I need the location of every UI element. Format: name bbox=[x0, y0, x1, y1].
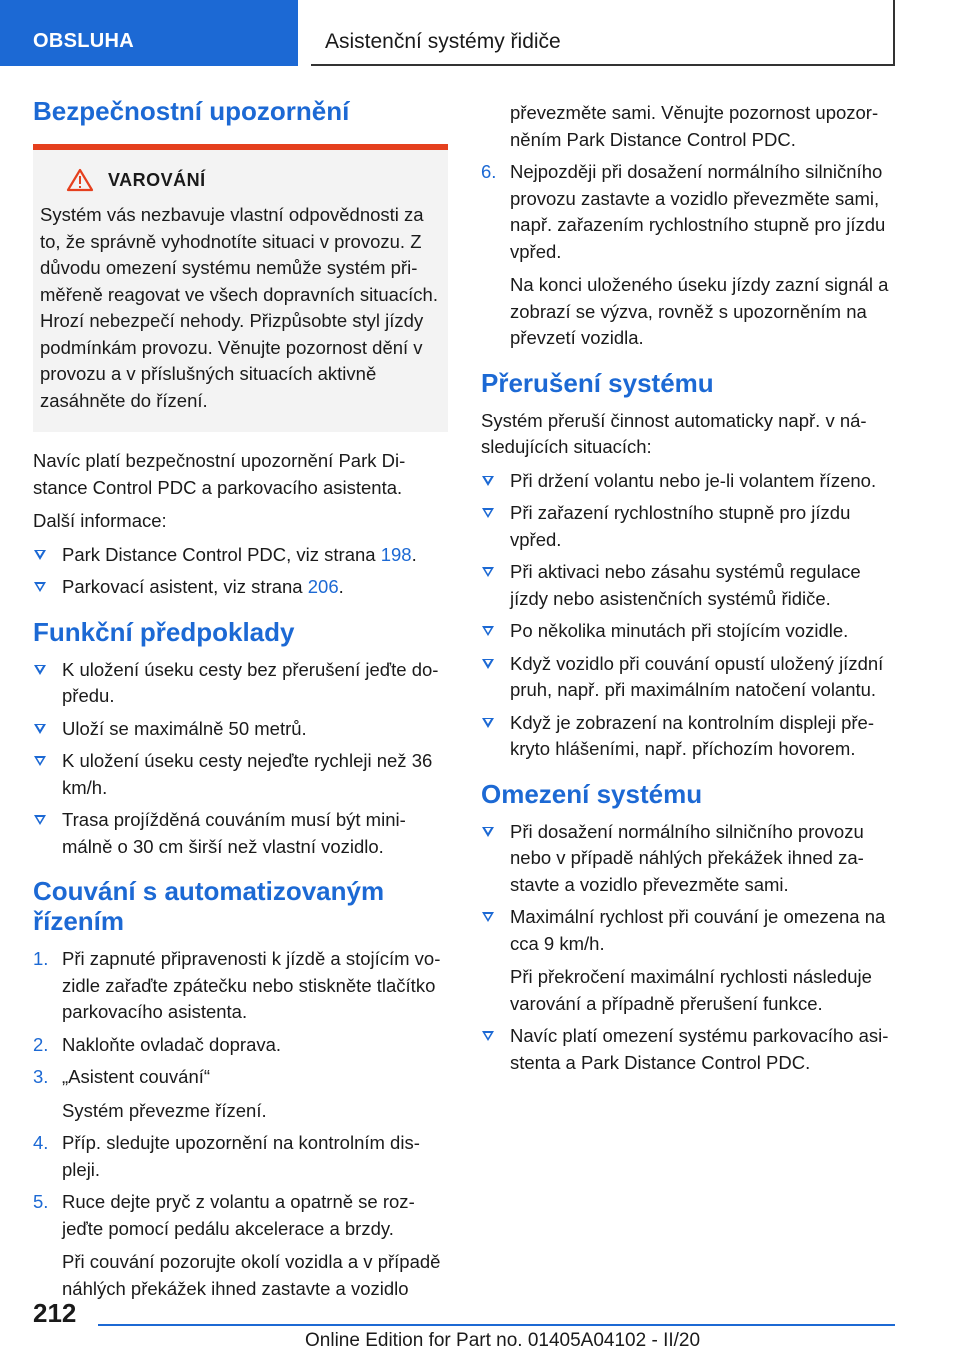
triangle-bullet-icon bbox=[482, 626, 494, 636]
triangle-bullet-icon bbox=[482, 912, 494, 922]
step-item: 4. Příp. sledujte upozornění na kontrolním displeji. bbox=[33, 1132, 420, 1180]
heading-requirements: Funkční předpoklady bbox=[33, 616, 295, 647]
requirements-list bbox=[33, 657, 448, 861]
step-item: 3. „Asistent couvání“ Systém převezme řízení. bbox=[33, 1064, 448, 1124]
triangle-bullet-icon bbox=[482, 827, 494, 837]
step-item: 2. Nakloňte ovladač doprava. bbox=[33, 1032, 448, 1059]
triangle-bullet-icon bbox=[34, 724, 46, 734]
page-header bbox=[0, 0, 960, 66]
step-note: Při couvání pozorujte okolí vozidla a v případě náhlých překážek ihned zastavte a vozidlo bbox=[62, 1251, 441, 1299]
step-item: 5. Ruce dejte pryč z volantu a opatrně se rozjeďte pomocí pedálu akcelerace a brzdy. Při couvání pozorujte okolí vozidla a v případě náhlých překážek ihned zastavte a vozidlo bbox=[33, 1189, 448, 1302]
heading-automated-reversing: Couvání s automatizovaným řízením bbox=[33, 876, 385, 936]
list-item: Při aktivaci nebo zásahu systémů regulace jízdy nebo asistenčních systémů řidiče. bbox=[481, 559, 893, 612]
warning-label: VAROVÁNÍ bbox=[108, 169, 206, 190]
triangle-bullet-icon bbox=[34, 550, 46, 560]
triangle-bullet-icon bbox=[482, 508, 494, 518]
list-item: Park Distance Control PDC, viz strana 198. bbox=[33, 542, 448, 569]
list-item: K uložení úseku cesty nejeďte rychleji než 36 km/h. bbox=[33, 748, 448, 801]
triangle-bullet-icon bbox=[482, 659, 494, 669]
footer-divider bbox=[98, 1324, 895, 1326]
step-item: 1. Při zapnuté připravenosti k jízdě a stojícím vozidle zařaďte zpátečku nebo stiskněte tlačítko parkovacího asistenta. bbox=[33, 948, 441, 1022]
list-item: K uložení úseku cesty bez přerušení jeďte dopředu. bbox=[33, 657, 448, 710]
warning-text: Systém vás nezbavuje vlastní odpovědnosti za to, že správně vyhodnotíte situaci v provozu. Z důvodu omezení systému nemůže systém přiměřeně reagovat ve všech dopravních situacích. Hrozí nebezpečí nehody. Přizpůsobte styl jízdy podmínkám provozu. Věnujte pozornost dění v provozu a v příslušných situacích aktivně zasáhněte do řízení. bbox=[40, 204, 438, 411]
step-number: 2. bbox=[33, 1033, 49, 1055]
triangle-bullet-icon bbox=[482, 718, 494, 728]
heading-limits: Omezení systému bbox=[481, 778, 703, 809]
limits-list bbox=[481, 819, 893, 1077]
step-number: 6. bbox=[481, 161, 497, 182]
section-tab: OBSLUHA bbox=[0, 0, 298, 66]
info-list bbox=[33, 542, 448, 601]
warning-header bbox=[66, 168, 440, 192]
page-link-206[interactable]: 206 bbox=[307, 576, 339, 597]
paragraph-more-info: Další informace: bbox=[33, 510, 167, 531]
right-column bbox=[481, 100, 893, 1084]
footer-edition: Online Edition for Part no. 01405A04102 - II/20 bbox=[305, 1330, 701, 1351]
triangle-bullet-icon bbox=[34, 756, 46, 766]
left-column bbox=[33, 96, 448, 1308]
paragraph-pdc: Navíc platí bezpečnostní upozornění Park Distance Control PDC a parkovacího asistenta. bbox=[33, 450, 406, 498]
list-item: Při zařazení rychlostního stupně pro jízdu vpřed. bbox=[481, 500, 893, 553]
list-item: Parkovací asistent, viz strana 206. bbox=[33, 574, 448, 601]
list-item: Když vozidlo při couvání opustí uložený jízdní pruh, např. při maximálním natočení volantu. bbox=[481, 651, 893, 704]
list-item: Navíc platí omezení systému parkovacího asistenta a Park Distance Control PDC. bbox=[481, 1023, 893, 1076]
warning-triangle-icon bbox=[66, 168, 94, 192]
list-item: Při dosažení normálního silničního provozu nebo v případě náhlých překážek ihned zastavte a vozidlo převezměte sami. bbox=[481, 819, 893, 899]
list-item: Po několika minutách při stojícím vozidle. bbox=[481, 618, 893, 645]
triangle-bullet-icon bbox=[482, 1031, 494, 1041]
steps-list-continued bbox=[481, 100, 893, 352]
steps-list bbox=[33, 946, 448, 1302]
list-item: Trasa projížděná couváním musí být minimálně o 30 cm širší než vlastní vozidlo. bbox=[33, 807, 448, 860]
step-item: 6. Nejpozději při dosažení normálního silničního provozu zastavte a vozidlo převezměte sami, např. zařazením rychlostního stupně pro jízdu vpřed. Na konci uloženého úseku jízdy zazní signál a zobrazí se výzva, rovněž s upozorněním na převzetí vozidla. bbox=[481, 159, 893, 352]
list-item: Při držení volantu nebo je-li volantem řízeno. bbox=[481, 468, 893, 495]
triangle-bullet-icon bbox=[34, 815, 46, 825]
step-number: 1. bbox=[33, 948, 49, 969]
list-item: Když je zobrazení na kontrolním displeji překryto hlášeními, např. příchozím hovorem. bbox=[481, 710, 893, 763]
heading-safety: Bezpečnostní upozornění bbox=[33, 96, 350, 126]
chapter-title: Asistenční systémy řidiče bbox=[311, 0, 895, 66]
warning-box bbox=[33, 144, 448, 432]
paragraph-interruption: Systém přeruší činnost automaticky např. v následujících situacích: bbox=[481, 409, 867, 457]
triangle-bullet-icon bbox=[482, 476, 494, 486]
step-number: 4. bbox=[33, 1132, 49, 1153]
step-note: Systém převezme řízení. bbox=[62, 1099, 267, 1121]
page-number: 212 bbox=[33, 1298, 77, 1328]
list-note: Při překročení maximální rychlosti následuje varování a případně přerušení funkce. bbox=[510, 966, 872, 1014]
page-link-198[interactable]: 198 bbox=[380, 543, 412, 565]
triangle-bullet-icon bbox=[482, 567, 494, 577]
list-item: Uloží se maximálně 50 metrů. bbox=[33, 716, 448, 743]
step-item-continued: převezměte sami. Věnujte pozornost upozorněním Park Distance Control PDC. bbox=[510, 102, 879, 150]
triangle-bullet-icon bbox=[34, 582, 46, 592]
heading-interruption: Přerušení systému bbox=[481, 367, 714, 398]
step-note: Na konci uloženého úseku jízdy zazní signál a zobrazí se výzva, rovněž s upozorněním na převzetí vozidla. bbox=[510, 274, 889, 348]
list-item: Maximální rychlost při couvání je omezena na cca 9 km/h. Při překročení maximální rychlosti následuje varování a případně přerušení funkce. bbox=[481, 904, 893, 1017]
triangle-bullet-icon bbox=[34, 665, 46, 675]
interruption-list bbox=[481, 468, 893, 763]
step-number: 5. bbox=[33, 1191, 49, 1212]
step-number: 3. bbox=[33, 1066, 49, 1087]
